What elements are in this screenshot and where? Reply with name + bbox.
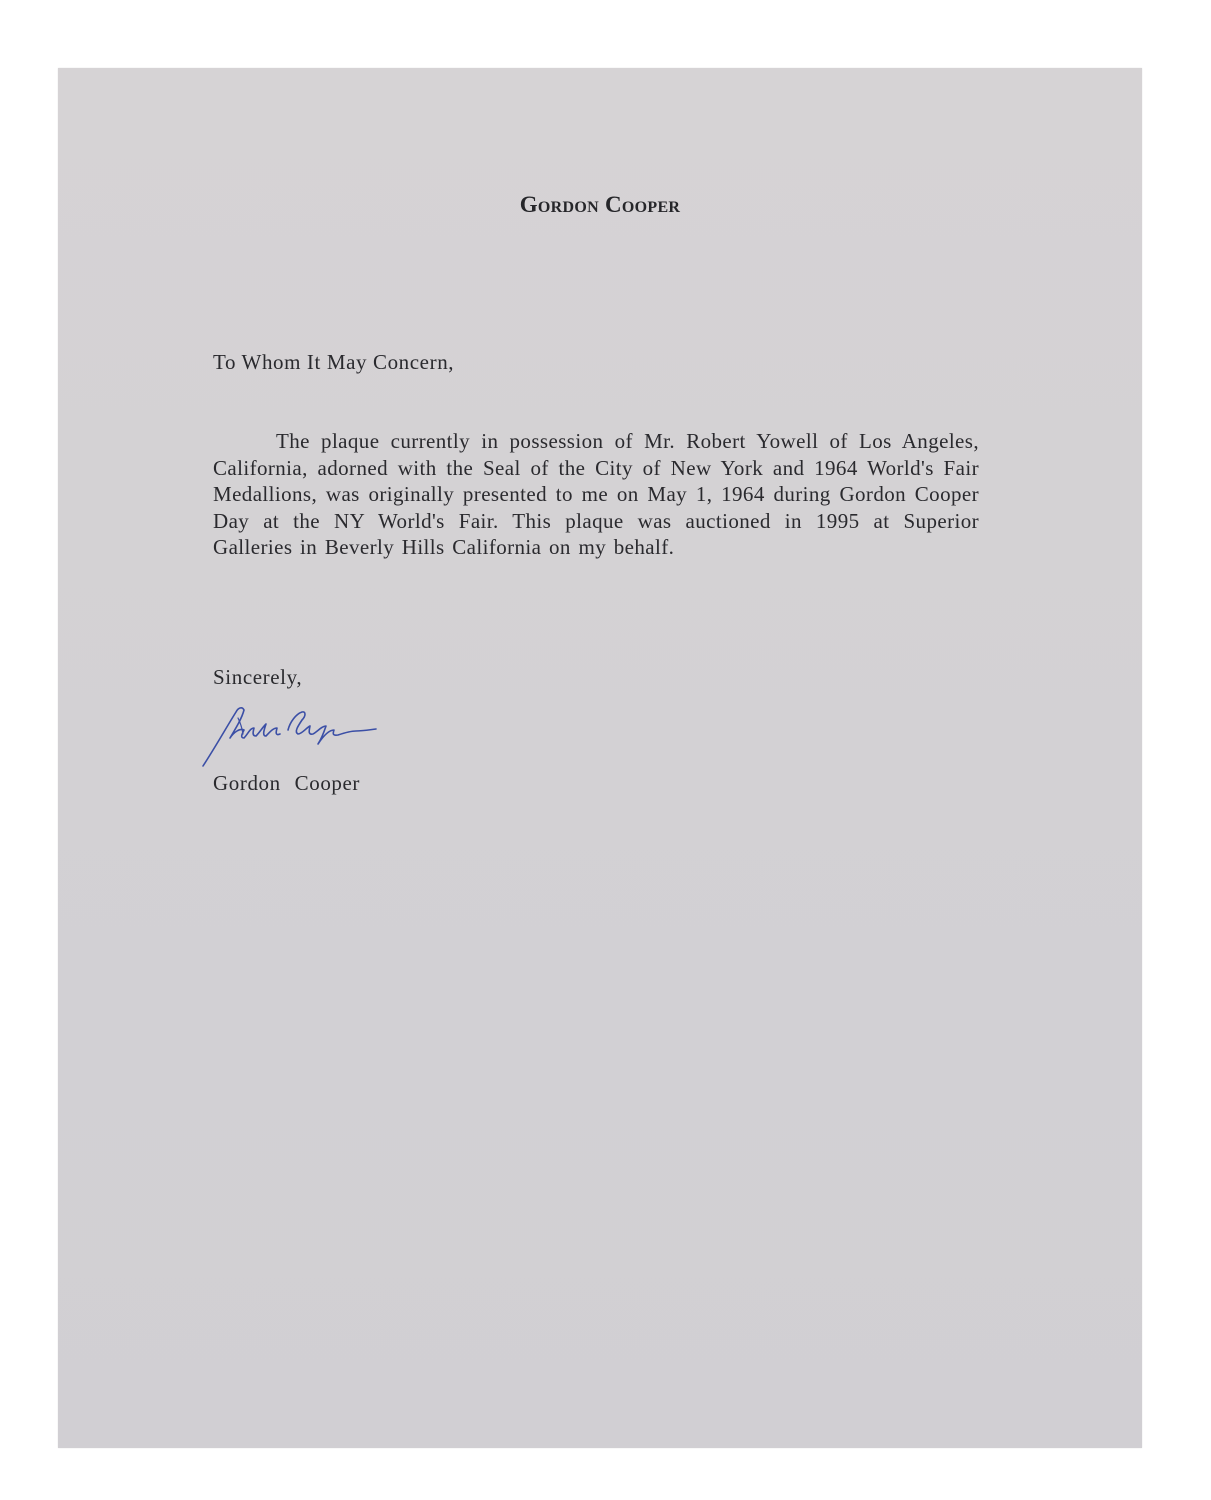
signer-name: Gordon Cooper	[213, 771, 361, 795]
letterhead-title: Gordon Cooper	[519, 192, 681, 217]
salutation: To Whom It May Concern,	[213, 350, 455, 374]
letter-page	[58, 68, 1142, 1448]
body-paragraph: The plaque currently in possession of Mr. Robert Yowell of Los Angeles, California, adorned with the Seal of the City of New York and 1964 World's Fair Medallions, was originally presented to me on May 1, 1964 during Gordon Cooper Day at the NY World's Fair. This plaque was auctioned in 1995 at Superior Galleries in Beverly Hills California on my behalf.	[213, 429, 979, 559]
closing: Sincerely,	[213, 665, 303, 689]
handwritten-signature	[198, 698, 398, 773]
